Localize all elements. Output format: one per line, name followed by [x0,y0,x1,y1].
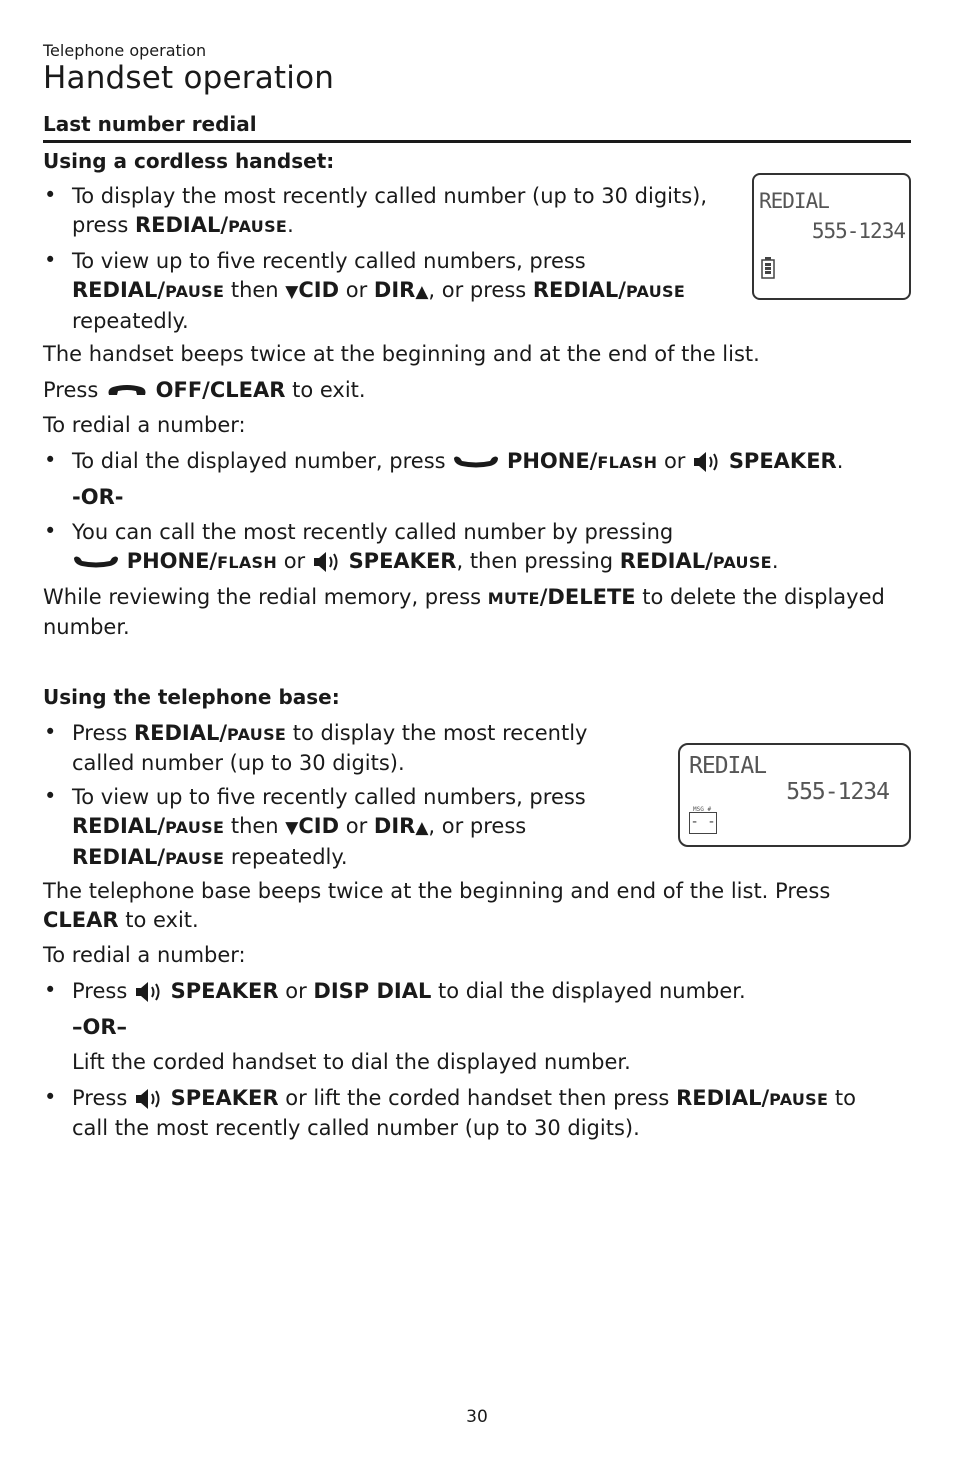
bullet: • [44,183,57,207]
speaker-icon [312,550,342,574]
off-clear-line: Press OFF/CLEAR to exit. [43,378,366,402]
page-title: Handset operation [43,60,335,96]
base-bullet-4: Press SPEAKER or lift the corded handset then press REDIAL/PAUSE to call the most recently called number (up to 30 digits). [72,1086,856,1140]
speaker-icon [134,980,164,1004]
to-redial-text: To redial a number: [43,413,246,437]
message-count: - - [689,812,717,834]
base-beeps-text: The telephone base beeps twice at the beginning and end of the list. Press CLEAR to exit. [43,879,831,932]
page-number: 30 [466,1407,488,1427]
speaker-icon [134,1087,164,1111]
or-separator: -OR- [72,485,124,509]
section-label: Telephone operation [43,41,207,60]
phone-icon [72,555,120,569]
lcd-line-1: REDIAL [759,189,829,213]
lift-handset-text: Lift the corded handset to dial the displayed number. [72,1050,631,1074]
base-bullet-1: Press REDIAL/PAUSE to display the most recently called number (up to 30 digits). [72,721,588,775]
bullet: • [44,978,57,1002]
bullet: • [44,519,57,543]
cordless-bullet-2: To view up to five recently called numbers, press REDIAL/PAUSE then ▼CID or DIR▲, or press REDIAL/PAUSE repeatedly. [72,249,686,333]
bullet: • [44,1085,57,1109]
down-triangle-icon: ▼ [285,818,299,838]
base-bullet-2: To view up to five recently called numbers, press REDIAL/PAUSE then ▼CID or DIR▲, or press REDIAL/PAUSE repeatedly. [72,785,586,869]
bullet: • [44,448,57,472]
or-separator: –OR– [72,1015,128,1039]
mute-delete-text: While reviewing the redial memory, press MUTE/DELETE to delete the displayed number. [43,585,885,639]
up-triangle-icon: ▲ [415,282,429,302]
subsection-title: Last number redial [43,112,257,136]
base-lcd-display [678,743,911,847]
bullet: • [44,248,57,272]
off-hook-icon [105,383,149,399]
base-bullet-3: Press SPEAKER or DISP DIAL to dial the displayed number. [72,979,746,1003]
bullet: • [44,784,57,808]
speaker-icon [692,450,722,474]
bullet: • [44,720,57,744]
battery-icon [761,257,775,279]
lcd-line-2: 555-1234 [811,219,905,243]
down-triangle-icon: ▼ [285,282,299,302]
cordless-heading: Using a cordless handset: [43,149,335,173]
cordless-bullet-4: You can call the most recently called number by pressing PHONE/FLASH or SPEAKER, then pressing REDIAL/PAUSE. [72,520,779,573]
phone-icon [452,455,500,469]
cordless-beeps-text: The handset beeps twice at the beginning and at the end of the list. [43,342,760,366]
lcd-line-1: REDIAL [689,753,767,779]
cordless-bullet-3: To dial the displayed number, press PHONE/FLASH or SPEAKER. [72,449,844,473]
base-to-redial-text: To redial a number: [43,943,246,967]
handset-lcd-display [752,173,911,300]
msg-label: MSG # [693,806,712,813]
base-heading: Using the telephone base: [43,685,340,709]
lcd-line-2: 555-1234 [786,779,889,805]
title-rule [43,140,911,143]
up-triangle-icon: ▲ [415,818,429,838]
cordless-bullet-1: To display the most recently called number (up to 30 digits), press REDIAL/PAUSE. [72,184,708,237]
